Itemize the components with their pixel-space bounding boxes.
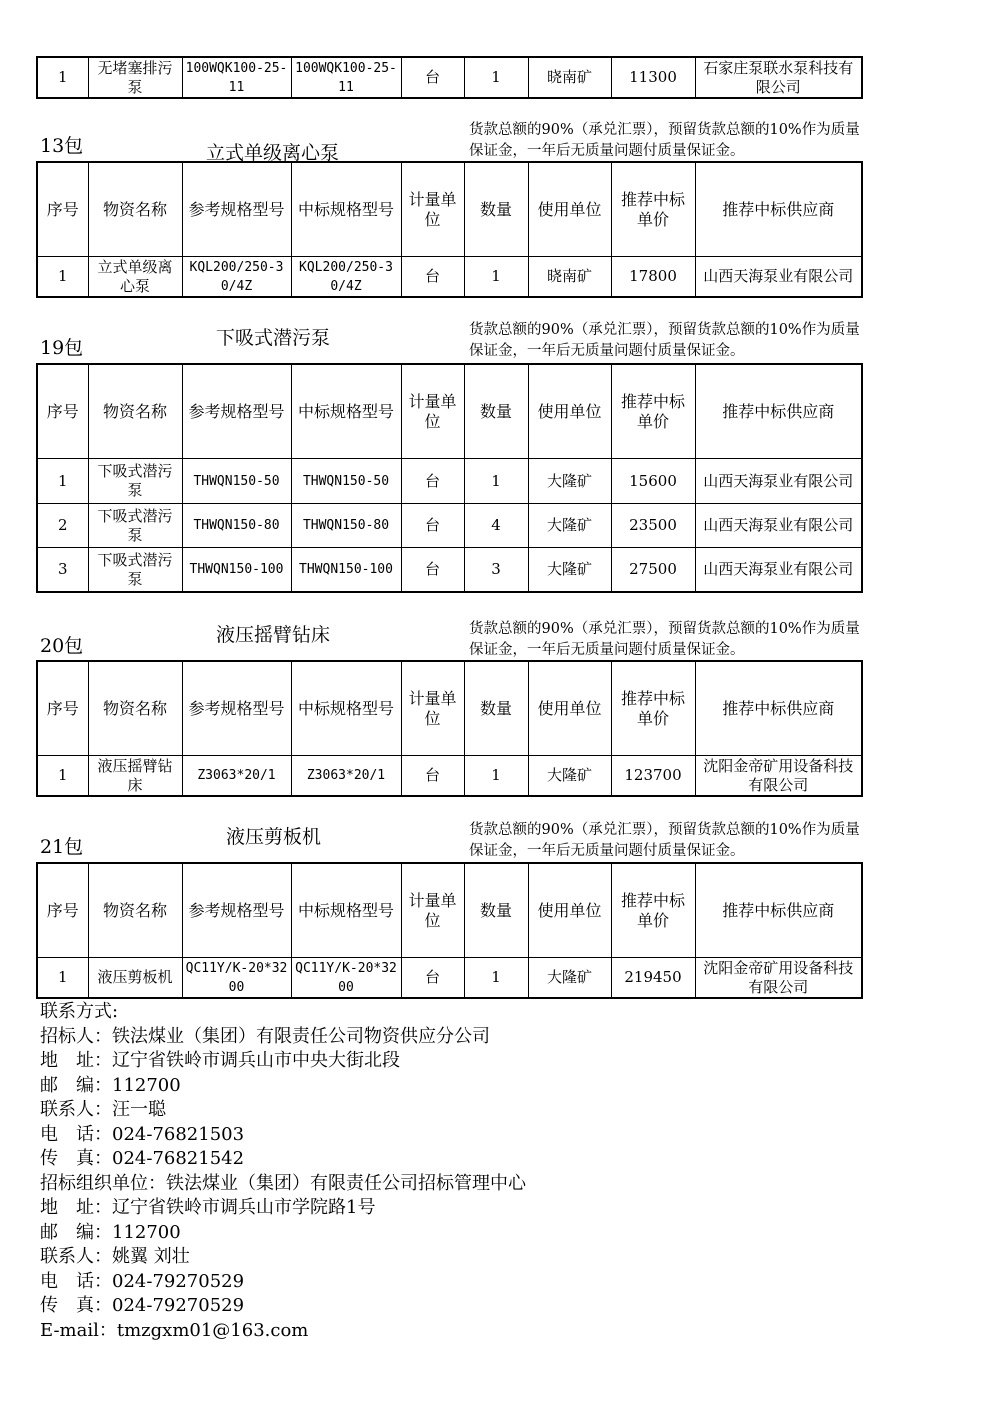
header-qty: 数量 xyxy=(464,661,528,756)
table-row xyxy=(37,958,862,999)
contact-line: 地 址：辽宁省铁岭市调兵山市中央大街北段 xyxy=(40,1050,400,1071)
header-price: 推荐中标单价 xyxy=(611,661,695,756)
cell-no: 1 xyxy=(37,57,88,98)
table-row xyxy=(37,257,862,298)
package-title: 下吸式潜污泵 xyxy=(216,327,331,349)
contact-line: 邮 编：112700 xyxy=(40,1074,181,1096)
header-price: 推荐中标单价 xyxy=(611,863,695,958)
cell-supplier: 山西天海泵业有限公司 xyxy=(695,459,862,504)
header-user: 使用单位 xyxy=(528,364,611,459)
header-unit: 计量单位 xyxy=(401,364,464,459)
table-row xyxy=(37,57,862,98)
contact-block xyxy=(40,1000,526,1343)
cell-no: 1 xyxy=(37,958,88,999)
table-header xyxy=(37,863,862,958)
cell-price: 27500 xyxy=(611,548,695,593)
header-unit: 计量单位 xyxy=(401,162,464,257)
payment-note: 货款总额的90%（承兑汇票），预留货款总额的10%作为质量保证金，一年后无质量问题付质量保证金。 xyxy=(469,122,860,159)
cell-supplier: 沈阳金帝矿用设备科技有限公司 xyxy=(695,756,862,797)
contact-line: 地 址：辽宁省铁岭市调兵山市学院路1号 xyxy=(40,1197,376,1218)
cell-qty: 4 xyxy=(464,504,528,548)
cell-no: 1 xyxy=(37,756,88,797)
contact-line: 传 真：024-79270529 xyxy=(40,1295,245,1316)
cell-qty: 1 xyxy=(464,958,528,999)
cell-ref-spec: KQL200/250-30/4Z xyxy=(182,257,291,298)
cell-unit: 台 xyxy=(401,504,464,548)
header-unit: 计量单位 xyxy=(401,863,464,958)
contact-line: 传 真：024-76821542 xyxy=(40,1148,245,1169)
package-label: 19包 xyxy=(40,337,84,359)
cell-name: 下吸式潜污泵 xyxy=(88,459,182,504)
package-title: 液压摇臂钻床 xyxy=(216,624,331,646)
header-no: 序号 xyxy=(37,863,88,958)
header-user: 使用单位 xyxy=(528,162,611,257)
cell-name: 无堵塞排污泵 xyxy=(88,57,182,98)
cell-ref-spec: THWQN150-100 xyxy=(182,548,291,593)
cell-user: 大隆矿 xyxy=(528,459,611,504)
contact-line: 邮 编：112700 xyxy=(40,1221,181,1243)
header-name: 物资名称 xyxy=(88,863,182,958)
contact-line: 电 话：024-79270529 xyxy=(40,1270,245,1292)
cell-bid-spec: THWQN150-100 xyxy=(291,548,401,593)
payment-note: 货款总额的90%（承兑汇票），预留货款总额的10%作为质量保证金，一年后无质量问题付质量保证金。 xyxy=(469,322,860,359)
table-row xyxy=(37,756,862,797)
cell-price: 11300 xyxy=(611,57,695,98)
cell-bid-spec: KQL200/250-30/4Z xyxy=(291,257,401,298)
package-label: 20包 xyxy=(40,635,84,657)
contact-line: 电 话：024-76821503 xyxy=(40,1123,245,1145)
cell-bid-spec: THWQN150-50 xyxy=(291,459,401,504)
cell-no: 2 xyxy=(37,504,88,548)
cell-supplier: 沈阳金帝矿用设备科技有限公司 xyxy=(695,958,862,999)
contact-line: 联系人：姚翼 刘壮 xyxy=(40,1246,190,1267)
cell-price: 17800 xyxy=(611,257,695,298)
header-ref-spec: 参考规格型号 xyxy=(182,162,291,257)
contact-heading: 联系方式: xyxy=(40,1001,119,1022)
cell-ref-spec: QC11Y/K-20*3200 xyxy=(182,958,291,999)
header-bid-spec: 中标规格型号 xyxy=(291,162,401,257)
cell-name: 液压摇臂钻床 xyxy=(88,756,182,797)
cell-ref-spec: THWQN150-80 xyxy=(182,504,291,548)
table-row xyxy=(37,548,862,593)
cell-user: 晓南矿 xyxy=(528,57,611,98)
header-qty: 数量 xyxy=(464,364,528,459)
header-qty: 数量 xyxy=(464,162,528,257)
top-continuation-table xyxy=(36,56,863,99)
cell-name: 立式单级离心泵 xyxy=(88,257,182,298)
cell-unit: 台 xyxy=(401,57,464,98)
cell-no: 1 xyxy=(37,459,88,504)
contact-email[interactable]: E-mail：tmzgxm01@163.com xyxy=(40,1319,309,1341)
cell-bid-spec: THWQN150-80 xyxy=(291,504,401,548)
header-no: 序号 xyxy=(37,162,88,257)
package-title: 立式单级离心泵 xyxy=(206,142,340,164)
package-table xyxy=(36,161,863,298)
cell-name: 下吸式潜污泵 xyxy=(88,548,182,593)
cell-user: 大隆矿 xyxy=(528,504,611,548)
cell-ref-spec: 100WQK100-25-11 xyxy=(182,57,291,98)
cell-price: 15600 xyxy=(611,459,695,504)
table-header xyxy=(37,162,862,257)
package-table xyxy=(36,363,863,593)
cell-qty: 1 xyxy=(464,756,528,797)
cell-unit: 台 xyxy=(401,548,464,593)
cell-no: 1 xyxy=(37,257,88,298)
header-supplier: 推荐中标供应商 xyxy=(695,162,862,257)
header-price: 推荐中标单价 xyxy=(611,162,695,257)
cell-bid-spec: Z3063*20/1 xyxy=(291,756,401,797)
cell-bid-spec: QC11Y/K-20*3200 xyxy=(291,958,401,999)
package-table xyxy=(36,660,863,797)
package-label: 13包 xyxy=(40,135,84,157)
header-supplier: 推荐中标供应商 xyxy=(695,364,862,459)
cell-price: 123700 xyxy=(611,756,695,797)
package-label: 21包 xyxy=(40,836,84,858)
header-name: 物资名称 xyxy=(88,364,182,459)
cell-name: 下吸式潜污泵 xyxy=(88,504,182,548)
header-bid-spec: 中标规格型号 xyxy=(291,863,401,958)
header-bid-spec: 中标规格型号 xyxy=(291,661,401,756)
cell-name: 液压剪板机 xyxy=(88,958,182,999)
contact-line: 联系人：汪一聪 xyxy=(40,1099,166,1120)
cell-user: 大隆矿 xyxy=(528,958,611,999)
contact-line: 招标人：铁法煤业（集团）有限责任公司物资供应分公司 xyxy=(40,1025,490,1047)
header-user: 使用单位 xyxy=(528,661,611,756)
cell-supplier: 石家庄泵联水泵科技有限公司 xyxy=(695,57,862,98)
contact-line: 招标组织单位：铁法煤业（集团）有限责任公司招标管理中心 xyxy=(40,1172,526,1194)
cell-price: 23500 xyxy=(611,504,695,548)
table-header xyxy=(37,364,862,459)
header-no: 序号 xyxy=(37,364,88,459)
cell-qty: 1 xyxy=(464,257,528,298)
header-name: 物资名称 xyxy=(88,162,182,257)
header-ref-spec: 参考规格型号 xyxy=(182,863,291,958)
cell-no: 3 xyxy=(37,548,88,593)
cell-qty: 3 xyxy=(464,548,528,593)
header-supplier: 推荐中标供应商 xyxy=(695,661,862,756)
table-row xyxy=(37,504,862,548)
payment-note: 货款总额的90%（承兑汇票），预留货款总额的10%作为质量保证金，一年后无质量问题付质量保证金。 xyxy=(469,822,860,859)
cell-price: 219450 xyxy=(611,958,695,999)
cell-unit: 台 xyxy=(401,756,464,797)
header-no: 序号 xyxy=(37,661,88,756)
package-title: 液压剪板机 xyxy=(226,826,322,848)
header-qty: 数量 xyxy=(464,863,528,958)
table-header xyxy=(37,661,862,756)
cell-user: 大隆矿 xyxy=(528,548,611,593)
cell-supplier: 山西天海泵业有限公司 xyxy=(695,504,862,548)
header-ref-spec: 参考规格型号 xyxy=(182,661,291,756)
cell-qty: 1 xyxy=(464,459,528,504)
header-ref-spec: 参考规格型号 xyxy=(182,364,291,459)
cell-supplier: 山西天海泵业有限公司 xyxy=(695,548,862,593)
package-table xyxy=(36,862,863,999)
header-price: 推荐中标单价 xyxy=(611,364,695,459)
payment-note: 货款总额的90%（承兑汇票），预留货款总额的10%作为质量保证金，一年后无质量问题付质量保证金。 xyxy=(469,621,860,658)
cell-user: 晓南矿 xyxy=(528,257,611,298)
cell-ref-spec: THWQN150-50 xyxy=(182,459,291,504)
table-row xyxy=(37,459,862,504)
cell-unit: 台 xyxy=(401,459,464,504)
header-unit: 计量单位 xyxy=(401,661,464,756)
cell-unit: 台 xyxy=(401,257,464,298)
header-bid-spec: 中标规格型号 xyxy=(291,364,401,459)
cell-qty: 1 xyxy=(464,57,528,98)
cell-ref-spec: Z3063*20/1 xyxy=(182,756,291,797)
header-user: 使用单位 xyxy=(528,863,611,958)
cell-user: 大隆矿 xyxy=(528,756,611,797)
cell-bid-spec: 100WQK100-25-11 xyxy=(291,57,401,98)
cell-unit: 台 xyxy=(401,958,464,999)
cell-supplier: 山西天海泵业有限公司 xyxy=(695,257,862,298)
header-supplier: 推荐中标供应商 xyxy=(695,863,862,958)
header-name: 物资名称 xyxy=(88,661,182,756)
